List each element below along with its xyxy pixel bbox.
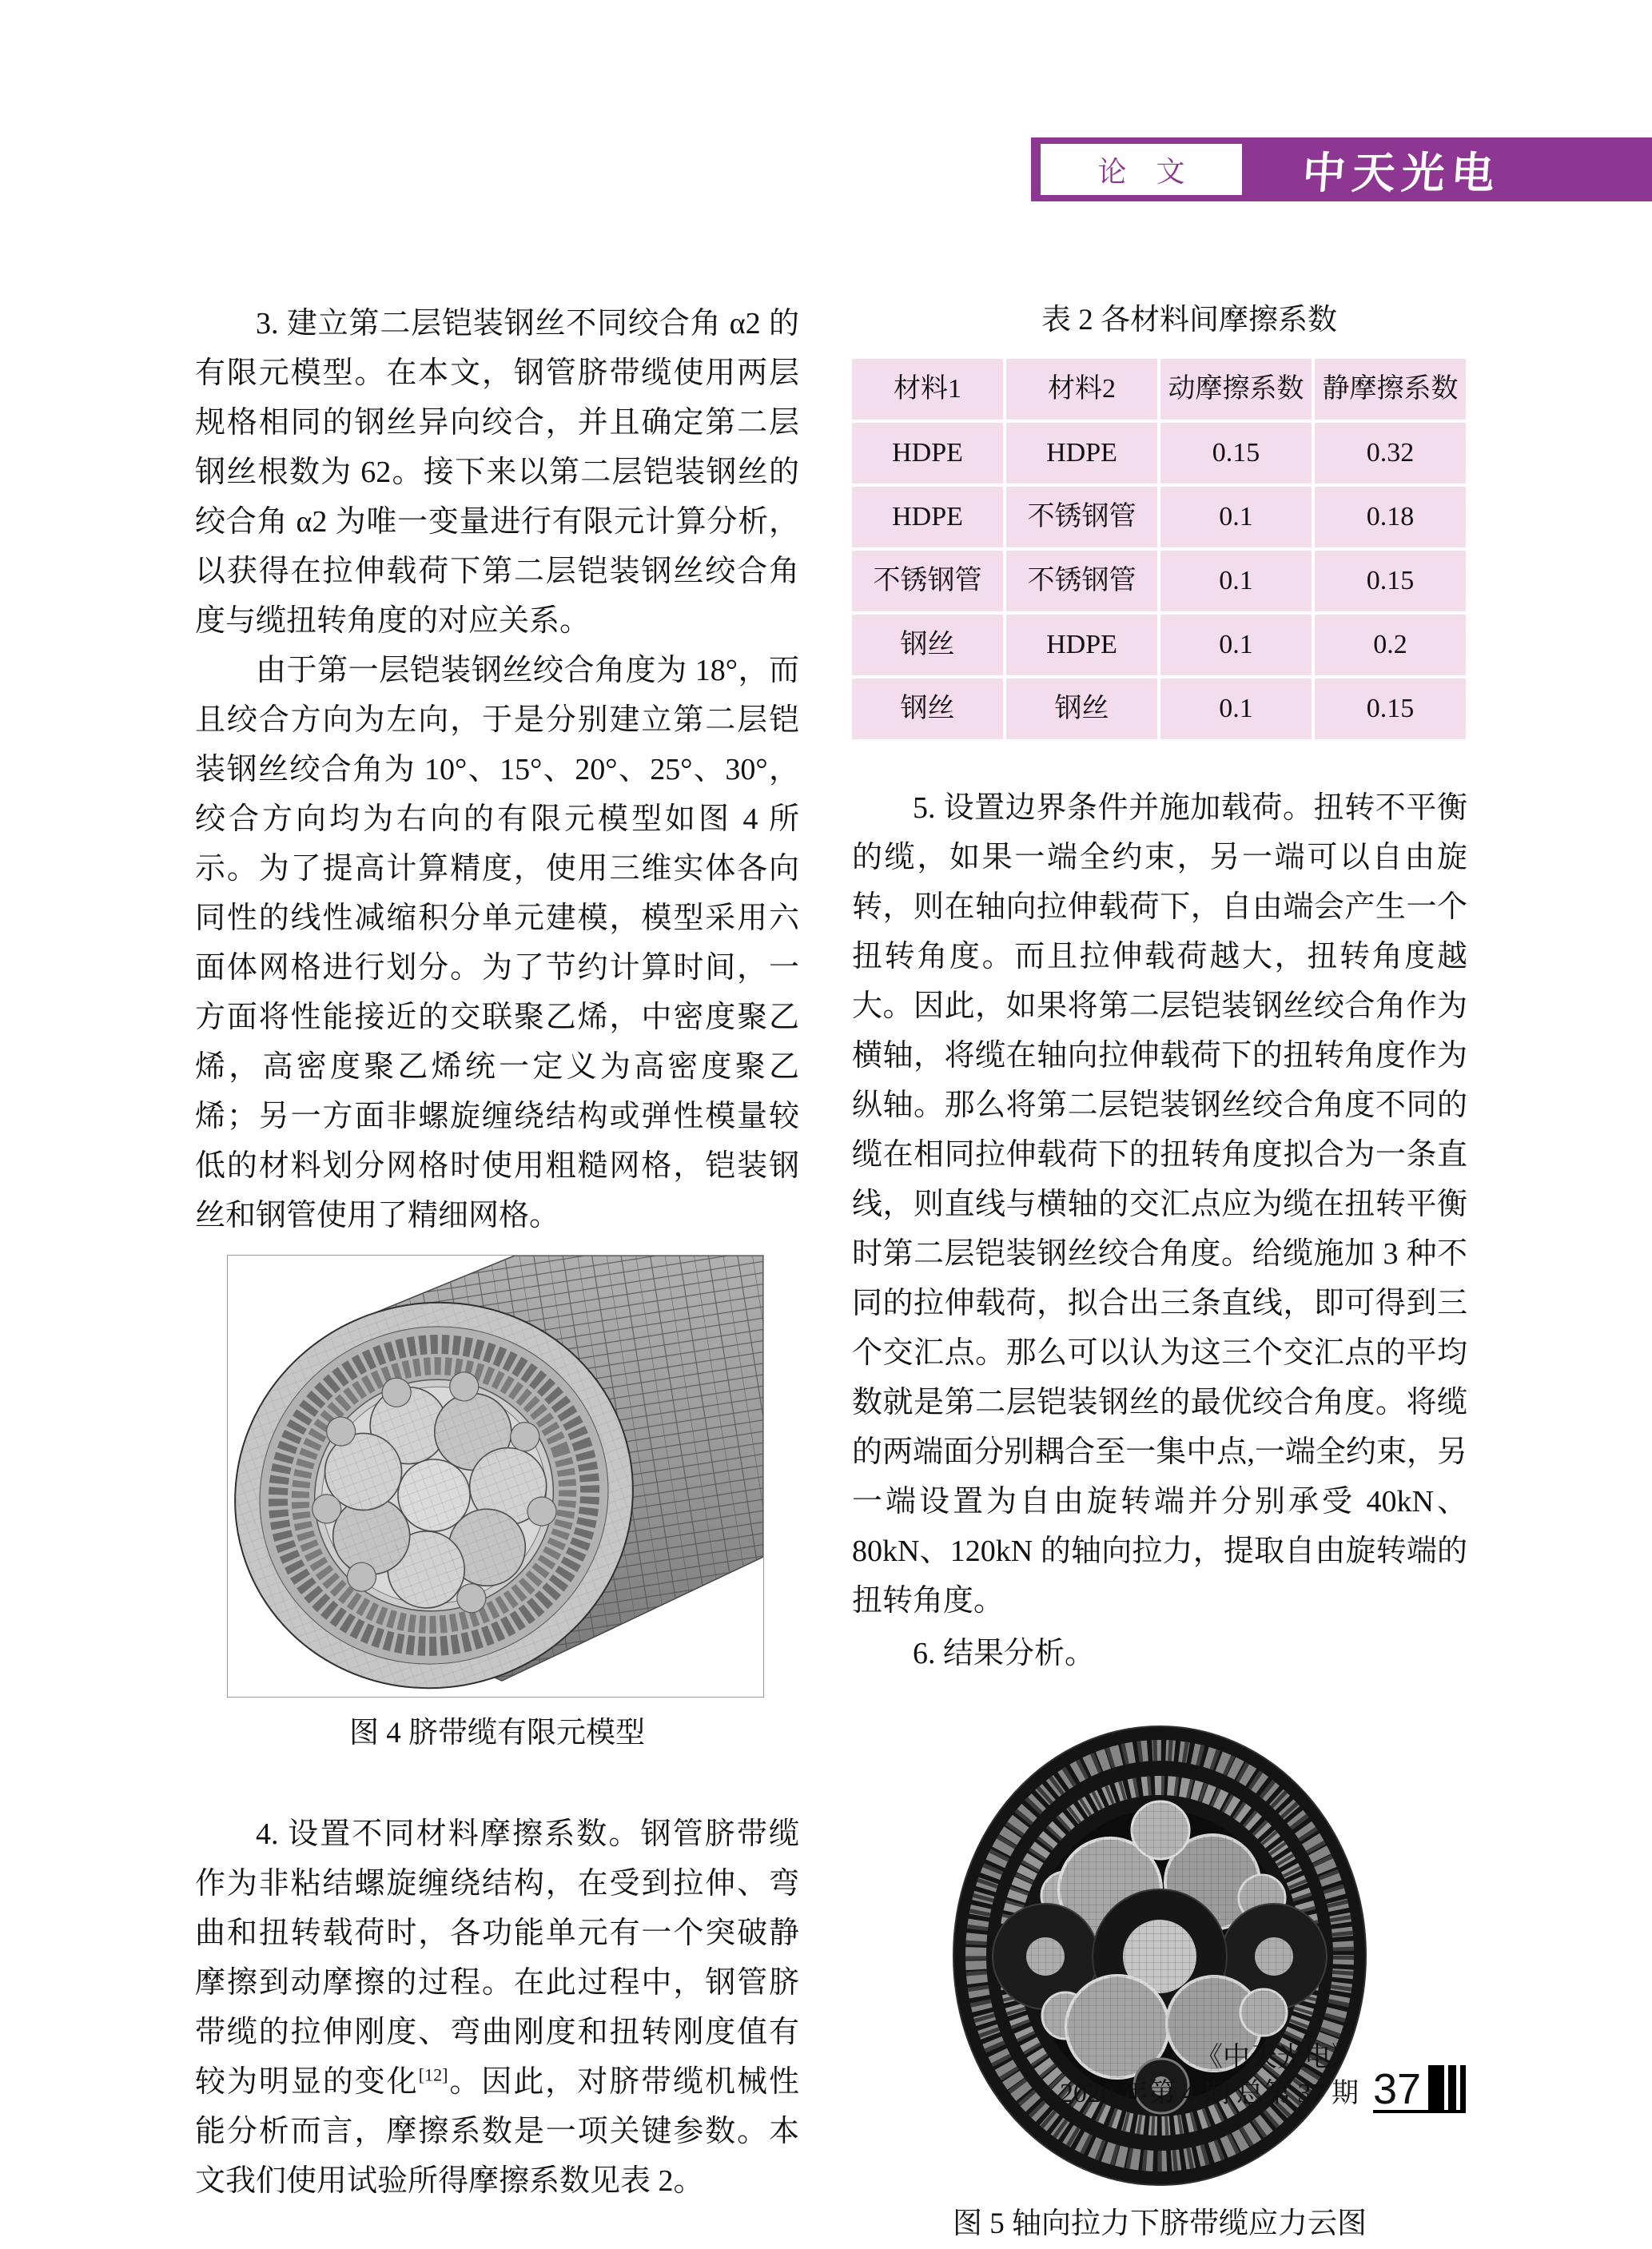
table-cell: HDPE xyxy=(1006,615,1157,675)
table-cell: 0.1 xyxy=(1160,615,1312,675)
footer-issue-info: 2020 年第 4 期 总第 37 期 xyxy=(1060,2079,1359,2108)
table-cell: 钢丝 xyxy=(852,615,1003,675)
table-cell: 0.1 xyxy=(1160,551,1312,611)
fem-cable-model-graphic xyxy=(228,1256,763,1697)
paragraph-step4-text-cont: 。因此，对脐带缆机械性能分析而言，摩擦系数是一项关键参数。本文我们使用试验所得摩擦系数见表 2。 xyxy=(195,2065,799,2198)
table-cell: HDPE xyxy=(852,487,1003,547)
friction-coefficient-table xyxy=(852,359,1466,739)
paragraph-step5: 5. 设置边界条件并施加载荷。扭转不平衡的缆，如果一端全约束，另一端可以自由旋转，则在轴向拉伸载荷下，自由端会产生一个扭转角度。而且拉伸载荷越大，扭转角度越大。因此，如果将第二层铠装钢丝绞合角作为横轴，将缆在轴向拉伸载荷下的扭转角度作为纵轴。那么将第二层铠装钢丝绞合角度不同的缆在相同拉伸载荷下的扭转角度拟合为一条直线，则直线与横轴的交汇点应为缆在扭转平衡时第二层铠装钢丝绞合角度。给缆施加 3 种不同的拉伸载荷，拟合出三条直线，即可得到三个交汇点。那么可以认为这三个交汇点的平均数就是第二层铠装钢丝的最优绞合角度。将缆的两端面分别耦合至一集中点,一端全约束，另一端设置为自由旋转端并分别承受 40kN、80kN、120kN 的轴向拉力，提取自由旋转端的扭转角度。 xyxy=(852,791,1467,1618)
cable-stress-section xyxy=(953,1726,1366,2185)
left-column xyxy=(195,299,799,2206)
table-header-static-friction: 静摩擦系数 xyxy=(1315,359,1466,420)
header-banner xyxy=(1031,137,1652,201)
figure-5-caption: 图 5 轴向拉力下脐带缆应力云图 xyxy=(953,2207,1367,2240)
page-number: 37 xyxy=(1373,2065,1422,2114)
table-cell: 0.1 xyxy=(1160,679,1312,739)
table-2-title: 表 2 各材料间摩擦系数 xyxy=(1041,304,1337,336)
paragraph-step4-text: 4. 设置不同材料摩擦系数。钢管脐带缆作为非粘结螺旋缠绕结构，在受到拉伸、弯曲和扭转载荷时，各功能单元有一个突破静摩擦到动摩擦的过程。在此过程中，钢管脐带缆的拉伸刚度、弯曲刚度和扭转刚度值有较为明显的变化 xyxy=(195,1817,799,2099)
table-cell: 0.15 xyxy=(1160,423,1312,484)
table-cell: HDPE xyxy=(852,423,1003,484)
table-header-dynamic-friction: 动摩擦系数 xyxy=(1160,359,1312,420)
figure-4-caption: 图 4 脐带缆有限元模型 xyxy=(349,1717,645,1749)
table-cell: 钢丝 xyxy=(1006,679,1157,739)
journal-brand-logo: 中天光电 xyxy=(1300,149,1503,197)
table-cell: 不锈钢管 xyxy=(1006,487,1157,547)
paragraph-step4 xyxy=(195,1809,799,2206)
table-header-material2: 材料2 xyxy=(1006,359,1157,420)
table-cell: 0.1 xyxy=(1160,487,1312,547)
stress-cloud-graphic xyxy=(952,1725,1367,2187)
table-cell: 0.32 xyxy=(1315,423,1466,484)
table-cell: HDPE xyxy=(1006,423,1157,484)
table-cell: 0.15 xyxy=(1315,679,1466,739)
right-column xyxy=(852,299,1467,2249)
table-cell: 0.18 xyxy=(1315,487,1466,547)
page-number-block xyxy=(1373,2064,1466,2113)
table-cell: 不锈钢管 xyxy=(1006,551,1157,611)
table-cell: 0.15 xyxy=(1315,551,1466,611)
figure-5-stress-cloud xyxy=(952,1725,1367,2187)
paper-type-tag xyxy=(1039,142,1244,197)
table-header-material1: 材料1 xyxy=(852,359,1003,420)
paragraph-step6: 6. 结果分析。 xyxy=(913,1637,1096,1670)
table-cell: 钢丝 xyxy=(852,679,1003,739)
citation-12: [12] xyxy=(418,2064,448,2085)
footer-journal-info xyxy=(1060,2040,1359,2112)
page-number-bars-icon xyxy=(1428,2065,1466,2110)
paragraph-model-setup: 由于第一层铠装钢丝绞合角度为 18°，而且绞合方向为左向，于是分别建立第二层铠装钢丝绞合角为 10°、15°、20°、25°、30°，绞合方向均为右向的有限元模型如图 4 所示。为了提高计算精度，使用三维实体各向同性的线性减缩积分单元建模，模型采用六面体网格进行划分。为了节约计算时间，一方面将性能接近的交联聚乙烯，中密度聚乙烯，高密度聚乙烯统一定义为高密度聚乙烯；另一方面非螺旋缠绕结构或弹性模量较低的材料划分网格时使用粗糙网格，铠装钢丝和钢管使用了精细网格。 xyxy=(195,654,799,1232)
paragraph-step3: 3. 建立第二层铠装钢丝不同绞合角 α2 的有限元模型。在本文，钢管脐带缆使用两层规格相同的钢丝异向绞合，并且确定第二层钢丝根数为 62。接下来以第二层铠装钢丝的绞合角 α2 为唯一变量进行有限元计算分析，以获得在拉伸载荷下第二层铠装钢丝绞合角度与缆扭转角度的对应关系。 xyxy=(195,307,799,638)
footer-journal-name: 《中天光电》 xyxy=(1196,2043,1359,2072)
table-cell: 不锈钢管 xyxy=(852,551,1003,611)
paper-type-label: 论 文 xyxy=(1097,155,1196,188)
table-cell: 0.2 xyxy=(1315,615,1466,675)
figure-4-fem-model xyxy=(227,1255,764,1698)
